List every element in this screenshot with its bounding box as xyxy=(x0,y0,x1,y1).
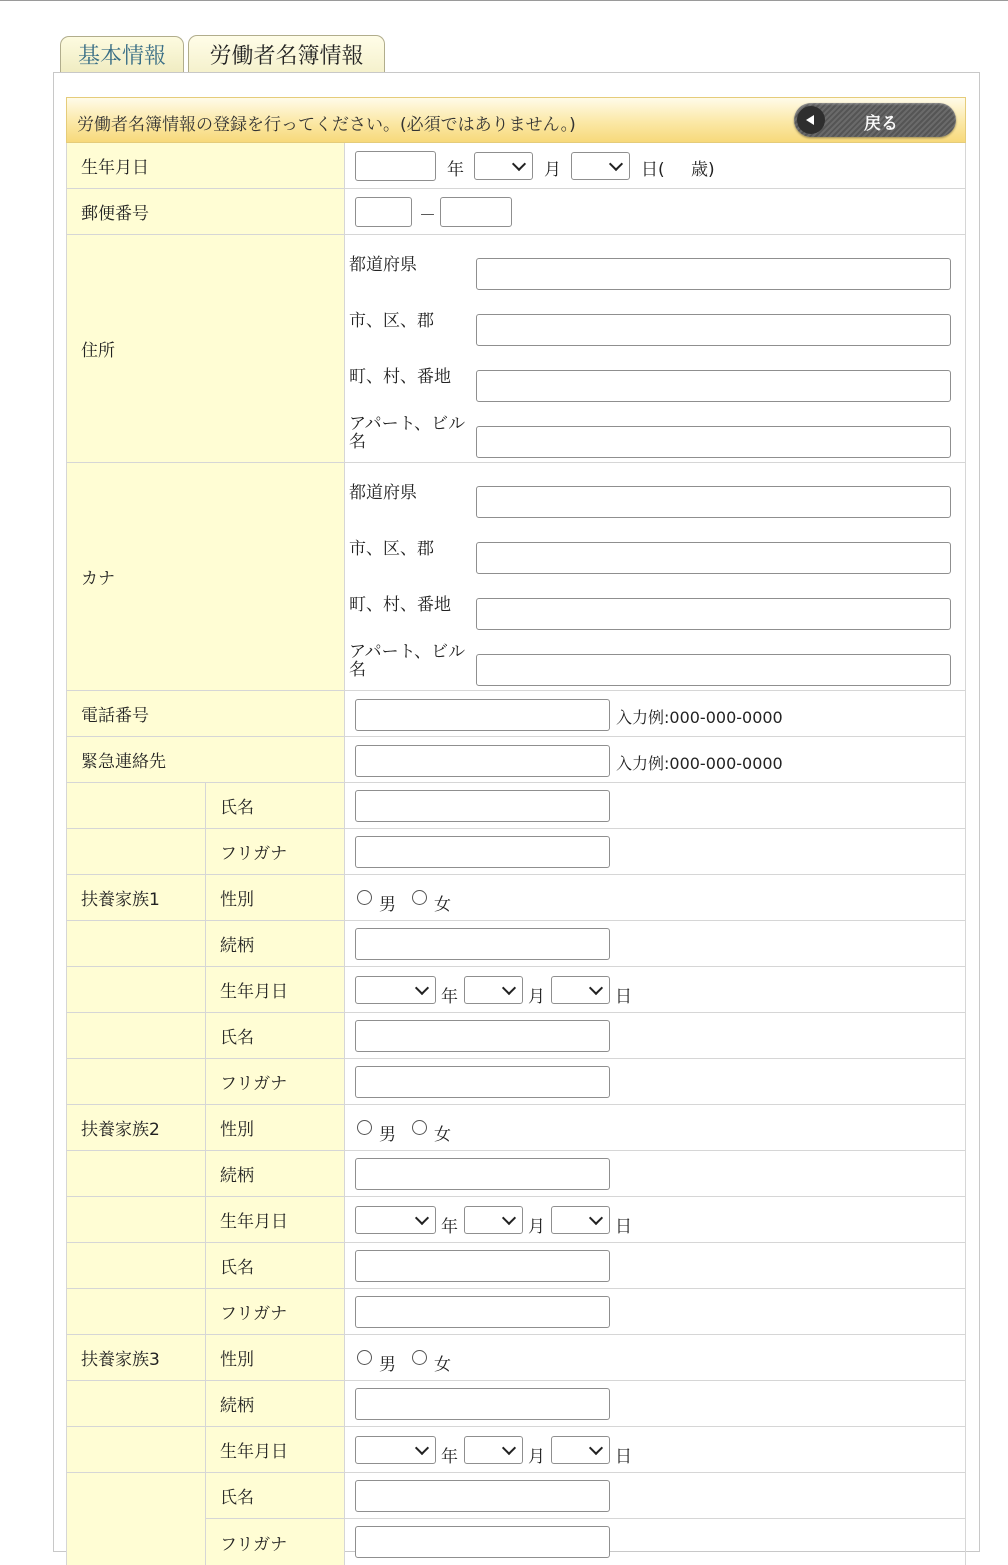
dependent-name-input[interactable] xyxy=(355,790,610,822)
dependent-relation-row xyxy=(66,1151,966,1197)
tab-roster-info[interactable] xyxy=(188,35,385,73)
row-kana xyxy=(66,463,966,691)
back-arrow-icon xyxy=(797,106,825,134)
dependent-furigana-value xyxy=(345,1059,966,1104)
address-building-input[interactable] xyxy=(476,426,951,458)
dependent-gender-value xyxy=(345,875,966,920)
chevron-down-icon xyxy=(502,1211,516,1225)
dependent-name-label: 氏名 xyxy=(205,1243,345,1288)
dependent-gender-label: 性別 xyxy=(205,1335,345,1380)
dependent-gender-label: 性別 xyxy=(205,875,345,920)
dependent-gender-row xyxy=(66,1105,966,1151)
dependent-day-unit: 日 xyxy=(615,1217,632,1237)
row-phone xyxy=(66,691,966,737)
dependent-gender-value xyxy=(345,1335,966,1380)
dependent-name-row xyxy=(66,783,966,829)
postal-first-input[interactable] xyxy=(355,197,412,227)
dependent-day-unit: 日 xyxy=(615,987,632,1007)
male-radio[interactable] xyxy=(357,1350,372,1365)
dependent-furigana-label: フリガナ xyxy=(205,1289,345,1334)
female-label: 女 xyxy=(434,895,451,915)
dependent-name-value xyxy=(345,1013,966,1058)
dependent-name-row xyxy=(66,1013,966,1059)
dependent-name-value xyxy=(345,1473,966,1519)
chevron-down-icon xyxy=(415,981,429,995)
dependent-furigana-label: フリガナ xyxy=(205,829,345,874)
dependent-birth-year-select[interactable] xyxy=(355,1436,436,1464)
dependent-relation-value xyxy=(345,1381,966,1426)
dependent-birth-label: 生年月日 xyxy=(205,1197,345,1242)
birth-day-unit: 日( xyxy=(641,160,665,180)
kana-town-input[interactable] xyxy=(476,598,951,630)
dependent-name-row xyxy=(66,1473,966,1519)
postal-value xyxy=(345,189,966,234)
female-label: 女 xyxy=(434,1355,451,1375)
dependent-relation-value xyxy=(345,921,966,966)
chevron-down-icon xyxy=(609,157,623,171)
dependent-gender-row xyxy=(66,1335,966,1381)
back-button-label: 戻る xyxy=(864,114,898,134)
birth-day-select[interactable] xyxy=(571,152,630,180)
dependent-label: 扶養家族1 xyxy=(66,783,206,1013)
dependent-furigana-input[interactable] xyxy=(355,1526,610,1558)
female-label: 女 xyxy=(434,1125,451,1145)
dependent-name-input[interactable] xyxy=(355,1250,610,1282)
row-postal xyxy=(66,189,966,235)
dependent-relation-label: 続柄 xyxy=(205,1381,345,1426)
birthdate-label: 生年月日 xyxy=(66,143,345,188)
dependent-name-value xyxy=(345,783,966,828)
kana-city-input[interactable] xyxy=(476,542,951,574)
male-radio[interactable] xyxy=(357,1120,372,1135)
birth-year-unit: 年 xyxy=(447,160,464,180)
chevron-down-icon xyxy=(502,1441,516,1455)
dependent-furigana-label: フリガナ xyxy=(205,1519,345,1565)
row-birthdate xyxy=(66,143,966,189)
dependent-name-label: 氏名 xyxy=(205,783,345,828)
male-label: 男 xyxy=(379,895,396,915)
dependent-gender-label: 性別 xyxy=(205,1105,345,1150)
dependent-relation-input[interactable] xyxy=(355,1158,610,1190)
kana-city-label: 市、区、郡 xyxy=(349,539,434,559)
phone-input[interactable] xyxy=(355,699,610,731)
male-radio[interactable] xyxy=(357,890,372,905)
chevron-down-icon xyxy=(589,981,603,995)
address-prefecture-input[interactable] xyxy=(476,258,951,290)
dependent-label: 扶養家族2 xyxy=(66,1013,206,1243)
address-town-label: 町、村、番地 xyxy=(349,367,451,387)
chevron-down-icon xyxy=(589,1441,603,1455)
dependent-relation-row xyxy=(66,1381,966,1427)
back-button[interactable] xyxy=(794,103,956,137)
dependent-birth-value xyxy=(345,1427,966,1472)
address-building-label: アパート、ビル名 xyxy=(349,414,466,452)
dependent-year-unit: 年 xyxy=(441,1217,458,1237)
address-town-input[interactable] xyxy=(476,370,951,402)
form-header xyxy=(66,97,966,143)
dependent-month-unit: 月 xyxy=(528,1217,545,1237)
birth-year-input[interactable] xyxy=(355,151,436,181)
dependent-birth-value xyxy=(345,1197,966,1242)
dependent-birth-row xyxy=(66,967,966,1013)
row-emergency xyxy=(66,737,966,783)
dependent-name-row xyxy=(66,1243,966,1289)
chevron-down-icon xyxy=(502,981,516,995)
birth-age-unit: 歳) xyxy=(691,160,715,180)
female-radio[interactable] xyxy=(412,1120,427,1135)
dependent-birth-month-select[interactable] xyxy=(464,1206,523,1234)
birth-month-unit: 月 xyxy=(544,160,561,180)
phone-value xyxy=(345,691,966,736)
tab-basic-label: 基本情報 xyxy=(77,44,166,69)
chevron-down-icon xyxy=(415,1211,429,1225)
dependent-furigana-value xyxy=(345,1519,966,1565)
tab-basic-info[interactable] xyxy=(60,36,184,72)
dependent-furigana-input[interactable] xyxy=(355,1066,610,1098)
postal-label: 郵便番号 xyxy=(66,189,345,234)
dependent-name-input[interactable] xyxy=(355,1020,610,1052)
dependent-birth-month-select[interactable] xyxy=(464,1436,523,1464)
dependent-furigana-input[interactable] xyxy=(355,1296,610,1328)
address-label: 住所 xyxy=(66,235,345,462)
dependent-birth-label: 生年月日 xyxy=(205,1427,345,1472)
emergency-input[interactable] xyxy=(355,745,610,777)
kana-building-input[interactable] xyxy=(476,654,951,686)
address-city-label: 市、区、郡 xyxy=(349,311,434,331)
kana-building-label: アパート、ビル名 xyxy=(349,642,466,680)
dependent-birth-year-select[interactable] xyxy=(355,976,436,1004)
dependent-label: 扶養家族3 xyxy=(66,1243,206,1473)
dependent-furigana-row xyxy=(66,1059,966,1105)
address-value xyxy=(345,235,966,462)
dependent-day-unit: 日 xyxy=(615,1447,632,1467)
dependent-furigana-row xyxy=(66,1289,966,1335)
dependent-furigana-value xyxy=(345,829,966,874)
dependent-name-value xyxy=(345,1243,966,1288)
dependent-birth-value xyxy=(345,967,966,1012)
kana-town-label: 町、村、番地 xyxy=(349,595,451,615)
tab-roster-label: 労働者名簿情報 xyxy=(209,44,364,69)
dependent-furigana-label: フリガナ xyxy=(205,1059,345,1104)
dependent-birth-day-select[interactable] xyxy=(551,1206,610,1234)
top-border xyxy=(0,0,1008,1)
dependent-relation-value xyxy=(345,1151,966,1196)
dependent-name-input[interactable] xyxy=(355,1480,610,1512)
dependent-year-unit: 年 xyxy=(441,987,458,1007)
dependent-relation-input[interactable] xyxy=(355,928,610,960)
dependent-name-label: 氏名 xyxy=(205,1473,345,1519)
dependent-relation-row xyxy=(66,921,966,967)
dependent-birth-row xyxy=(66,1427,966,1473)
dependent-name-label: 氏名 xyxy=(205,1013,345,1058)
phone-example: 入力例:000-000-0000 xyxy=(616,708,783,727)
dependent-furigana-row xyxy=(66,829,966,875)
dependent-month-unit: 月 xyxy=(528,1447,545,1467)
chevron-down-icon xyxy=(512,157,526,171)
birthdate-value xyxy=(345,143,966,188)
header-message: 労働者名簿情報の登録を行ってください。(必須ではありません。) xyxy=(77,115,576,135)
male-label: 男 xyxy=(379,1355,396,1375)
dependent-birth-label: 生年月日 xyxy=(205,967,345,1012)
dependent-birth-day-select[interactable] xyxy=(551,976,610,1004)
emergency-label: 緊急連絡先 xyxy=(66,737,345,782)
phone-label: 電話番号 xyxy=(66,691,345,736)
kana-prefecture-input[interactable] xyxy=(476,486,951,518)
dependent-furigana-value xyxy=(345,1289,966,1334)
kana-prefecture-label: 都道府県 xyxy=(349,483,417,503)
chevron-down-icon xyxy=(415,1441,429,1455)
dependent-birth-row xyxy=(66,1197,966,1243)
postal-second-input[interactable] xyxy=(440,197,512,227)
dependent-birth-day-select[interactable] xyxy=(551,1436,610,1464)
dependent-furigana-input[interactable] xyxy=(355,836,610,868)
dependent-furigana-row xyxy=(66,1519,966,1565)
dependent-relation-label: 続柄 xyxy=(205,1151,345,1196)
emergency-example: 入力例:000-000-0000 xyxy=(616,754,783,773)
female-radio[interactable] xyxy=(412,890,427,905)
dependent-month-unit: 月 xyxy=(528,987,545,1007)
dependent-year-unit: 年 xyxy=(441,1447,458,1467)
dependent-gender-value xyxy=(345,1105,966,1150)
birth-month-select[interactable] xyxy=(474,152,533,180)
kana-label: カナ xyxy=(66,463,345,690)
male-label: 男 xyxy=(379,1125,396,1145)
address-city-input[interactable] xyxy=(476,314,951,346)
dependent-gender-row xyxy=(66,875,966,921)
emergency-value xyxy=(345,737,966,782)
female-radio[interactable] xyxy=(412,1350,427,1365)
dependent-relation-input[interactable] xyxy=(355,1388,610,1420)
dependent-relation-label: 続柄 xyxy=(205,921,345,966)
postal-separator: － xyxy=(419,206,436,226)
dependent-birth-month-select[interactable] xyxy=(464,976,523,1004)
dependent-birth-year-select[interactable] xyxy=(355,1206,436,1234)
chevron-down-icon xyxy=(589,1211,603,1225)
address-prefecture-label: 都道府県 xyxy=(349,255,417,275)
kana-value xyxy=(345,463,966,690)
row-address xyxy=(66,235,966,463)
